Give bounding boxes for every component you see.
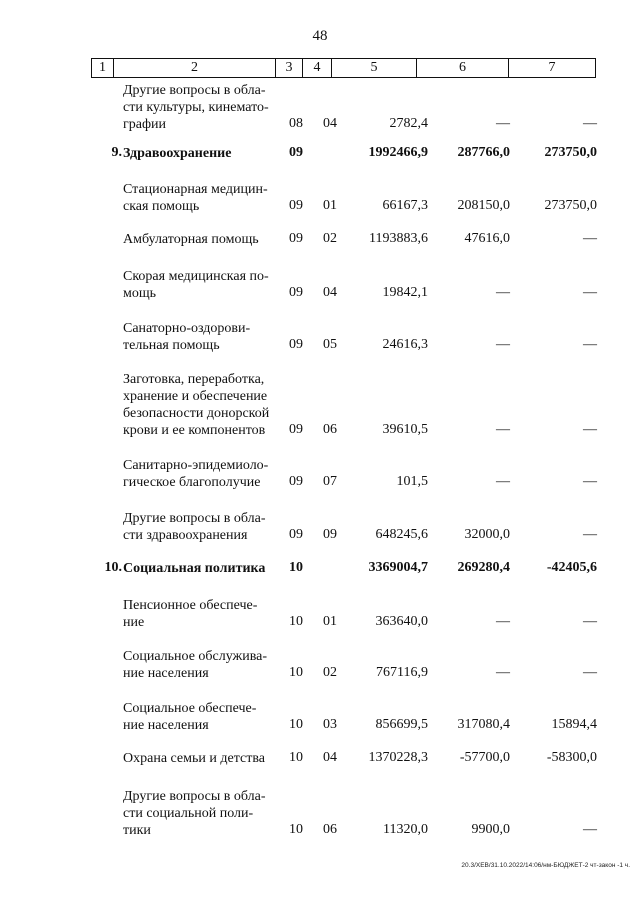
row-name-line: Заготовка, переработка, <box>123 372 265 387</box>
row-name <box>123 648 293 682</box>
row-name <box>123 597 293 631</box>
section-code: 09 <box>289 422 303 437</box>
row-name-line: ская помощь <box>123 199 200 214</box>
amount-col5: 363640,0 <box>375 614 428 629</box>
subsection-code: 06 <box>323 822 337 837</box>
amount-col7: — <box>583 614 597 629</box>
amount-col5: 11320,0 <box>383 822 428 837</box>
row-name <box>123 788 293 839</box>
section-code: 10 <box>289 717 303 732</box>
row-name-line: мощь <box>123 286 157 301</box>
amount-col5: 3369004,7 <box>368 560 428 575</box>
row-name <box>123 320 293 354</box>
amount-col5: 2782,4 <box>389 116 428 131</box>
amount-col6: — <box>496 337 510 352</box>
row-name-line: Санаторно-оздорови- <box>123 321 251 336</box>
row-name <box>123 457 293 491</box>
row-name-line: гическое благополучие <box>123 475 261 490</box>
row-name-line: Амбулаторная помощь <box>123 232 259 247</box>
amount-col5: 648245,6 <box>375 527 428 542</box>
amount-col6: — <box>496 474 510 489</box>
amount-col7: 273750,0 <box>544 145 597 160</box>
header-col-3: 3 <box>276 59 303 77</box>
header-col-2: 2 <box>114 59 276 77</box>
amount-col7: 273750,0 <box>544 198 597 213</box>
section-code: 09 <box>289 285 303 300</box>
amount-col7: — <box>583 285 597 300</box>
subsection-code: 01 <box>323 198 337 213</box>
header-col-7: 7 <box>548 60 556 75</box>
row-name-line: ние населения <box>123 718 209 733</box>
row-name-line: хранение и обеспечение <box>123 389 268 404</box>
subsection-code: 09 <box>323 527 337 542</box>
amount-col7: — <box>583 231 597 246</box>
header-col-4: 4 <box>303 59 332 77</box>
amount-col6: 9900,0 <box>471 822 510 837</box>
footer-code: 20.3/XEB/31.10.2022/14:06/нм-БЮДЖЕТ-2 чт-закон -1 ч. <box>461 862 630 869</box>
subsection-code: 02 <box>323 231 337 246</box>
amount-col6: 208150,0 <box>457 198 510 213</box>
header-col-5: 5 <box>332 59 417 77</box>
row-number: 10. <box>104 560 122 575</box>
subsection-code: 04 <box>323 750 337 765</box>
row-name <box>123 268 293 302</box>
row-name-line: Социальное обеспече- <box>123 701 257 716</box>
amount-col5: 101,5 <box>396 474 428 489</box>
section-code: 08 <box>289 116 303 131</box>
row-name <box>123 145 293 162</box>
amount-col5: 1370228,3 <box>368 750 428 765</box>
section-code: 10 <box>289 665 303 680</box>
row-name <box>123 82 293 133</box>
amount-col7: -42405,6 <box>546 560 597 575</box>
amount-col6: — <box>496 285 510 300</box>
page-number: 48 <box>312 28 328 44</box>
amount-col5: 39610,5 <box>382 422 428 437</box>
section-code: 09 <box>289 198 303 213</box>
row-name-line: ние <box>123 615 145 630</box>
header-col-1: 1 <box>92 59 114 77</box>
section-code: 10 <box>289 750 303 765</box>
subsection-code: 05 <box>323 337 337 352</box>
section-code: 09 <box>289 145 303 160</box>
amount-col5: 767116,9 <box>376 665 428 680</box>
row-name-line: Другие вопросы в обла- <box>123 789 266 804</box>
subsection-code: 03 <box>323 717 337 732</box>
amount-col7: — <box>583 822 597 837</box>
row-name-line: ние населения <box>123 666 209 681</box>
amount-col5: 66167,3 <box>382 198 428 213</box>
section-code: 09 <box>289 527 303 542</box>
section-code: 09 <box>289 337 303 352</box>
section-code: 10 <box>289 560 303 575</box>
row-name-line: Скорая медицинская по- <box>123 269 269 284</box>
row-name-line: Санитарно-эпидемиоло- <box>123 458 269 473</box>
row-name-line: Социальная политика <box>123 561 266 576</box>
row-name-line: безопасности донорской <box>123 406 270 421</box>
row-name <box>123 510 293 544</box>
section-code: 09 <box>289 474 303 489</box>
amount-col6: -57700,0 <box>459 750 510 765</box>
row-name-line: тики <box>123 823 151 838</box>
amount-col7: -58300,0 <box>546 750 597 765</box>
amount-col7: — <box>583 665 597 680</box>
subsection-code: 07 <box>323 474 337 489</box>
row-name-line: Социальное обслужива- <box>123 649 268 664</box>
amount-col7: — <box>583 422 597 437</box>
amount-col5: 1992466,9 <box>368 145 428 160</box>
header-col-6: 6 <box>417 59 509 77</box>
amount-col5: 19842,1 <box>382 285 428 300</box>
row-name-line: Пенсионное обеспече- <box>123 598 258 613</box>
row-name <box>123 750 293 767</box>
amount-col6: — <box>496 614 510 629</box>
amount-col6: — <box>496 116 510 131</box>
row-name <box>123 181 293 215</box>
table-header <box>91 58 596 78</box>
subsection-code: 04 <box>323 116 337 131</box>
subsection-code: 04 <box>323 285 337 300</box>
amount-col7: — <box>583 527 597 542</box>
amount-col7: 15894,4 <box>551 717 597 732</box>
amount-col6: 287766,0 <box>457 145 510 160</box>
amount-col6: — <box>496 665 510 680</box>
row-name-line: тельная помощь <box>123 338 220 353</box>
amount-col6: — <box>496 422 510 437</box>
row-name-line: сти социальной поли- <box>123 806 254 821</box>
amount-col5: 856699,5 <box>375 717 428 732</box>
amount-col6: 317080,4 <box>457 717 510 732</box>
row-name-line: крови и ее компонентов <box>123 423 266 438</box>
amount-col7: — <box>583 474 597 489</box>
row-name <box>123 560 293 577</box>
row-name-line: Охрана семьи и детства <box>123 751 265 766</box>
subsection-code: 02 <box>323 665 337 680</box>
row-name-line: сти здравоохранения <box>123 528 248 543</box>
row-name-line: Здравоохранение <box>123 146 232 161</box>
row-name-line: Другие вопросы в обла- <box>123 511 266 526</box>
amount-col5: 1193883,6 <box>369 231 428 246</box>
subsection-code: 06 <box>323 422 337 437</box>
row-name-line: Другие вопросы в обла- <box>123 83 266 98</box>
amount-col6: 269280,4 <box>457 560 510 575</box>
section-code: 10 <box>289 822 303 837</box>
row-name <box>123 700 293 734</box>
amount-col7: — <box>583 337 597 352</box>
subsection-code: 01 <box>323 614 337 629</box>
section-code: 10 <box>289 614 303 629</box>
amount-col6: 32000,0 <box>464 527 510 542</box>
row-name <box>123 231 293 248</box>
row-number: 9. <box>111 145 122 160</box>
row-name-line: сти культуры, кинемато- <box>123 100 269 115</box>
row-name-line: графии <box>123 117 167 132</box>
section-code: 09 <box>289 231 303 246</box>
row-name <box>123 371 293 439</box>
amount-col7: — <box>583 116 597 131</box>
amount-col5: 24616,3 <box>382 337 428 352</box>
row-name-line: Стационарная медицин- <box>123 182 268 197</box>
amount-col6: 47616,0 <box>464 231 510 246</box>
